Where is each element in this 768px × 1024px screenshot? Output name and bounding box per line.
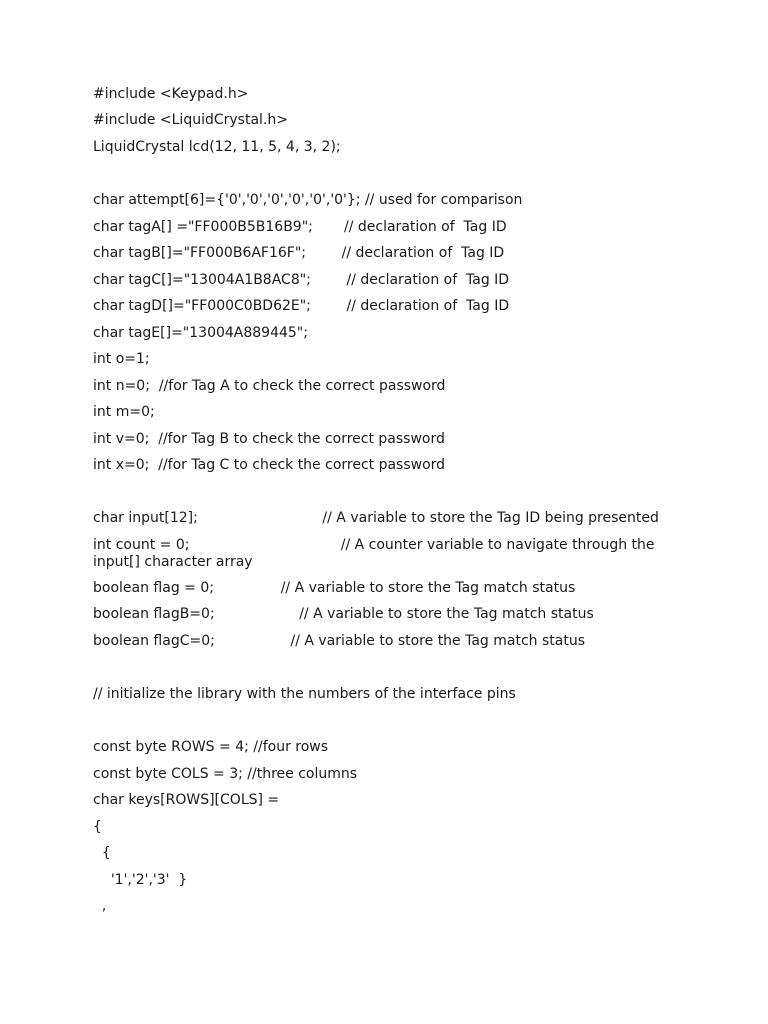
code-line: int n=0; //for Tag A to check the correct password (93, 378, 446, 394)
code-line: char tagD[]="FF000C0BD62E"; // declaration of Tag ID (93, 298, 510, 314)
code-line: char tagA[] ="FF000B5B16B9"; // declaration of Tag ID (93, 219, 507, 235)
code-line: const byte COLS = 3; //three columns (93, 766, 358, 782)
code-line: char tagE[]="13004A889445"; (93, 325, 308, 341)
code-line: int x=0; //for Tag C to check the correct password (93, 457, 446, 473)
code-line: { (93, 819, 102, 835)
code-line: boolean flagB=0; // A variable to store the Tag match status (93, 606, 594, 622)
code-line: int count = 0; // A counter variable to navigate through the input[] character array (93, 537, 659, 570)
code-line: , (93, 898, 107, 914)
code-line: #include <LiquidCrystal.h> (93, 112, 288, 128)
code-line: boolean flag = 0; // A variable to store the Tag match status (93, 580, 576, 596)
code-line: { (93, 845, 111, 861)
code-line: char attempt[6]={'0','0','0','0','0','0'}; // used for comparison (93, 192, 523, 208)
code-line: char tagB[]="FF000B6AF16F"; // declaration of Tag ID (93, 245, 505, 261)
code-line: char keys[ROWS][COLS] = (93, 792, 280, 808)
code-line: #include <Keypad.h> (93, 86, 249, 102)
code-line: boolean flagC=0; // A variable to store the Tag match status (93, 633, 586, 649)
code-line: int o=1; (93, 351, 150, 367)
code-line: char tagC[]="13004A1B8AC8"; // declaration of Tag ID (93, 272, 510, 288)
code-line: '1','2','3' } (93, 872, 188, 888)
code-line: char input[12]; // A variable to store the Tag ID being presented (93, 510, 659, 526)
code-line: const byte ROWS = 4; //four rows (93, 739, 329, 755)
code-line: int m=0; (93, 404, 155, 420)
code-line: LiquidCrystal lcd(12, 11, 5, 4, 3, 2); (93, 139, 341, 155)
code-line: int v=0; //for Tag B to check the correct password (93, 431, 445, 447)
code-comment: // initialize the library with the numbers of the interface pins (93, 686, 516, 702)
